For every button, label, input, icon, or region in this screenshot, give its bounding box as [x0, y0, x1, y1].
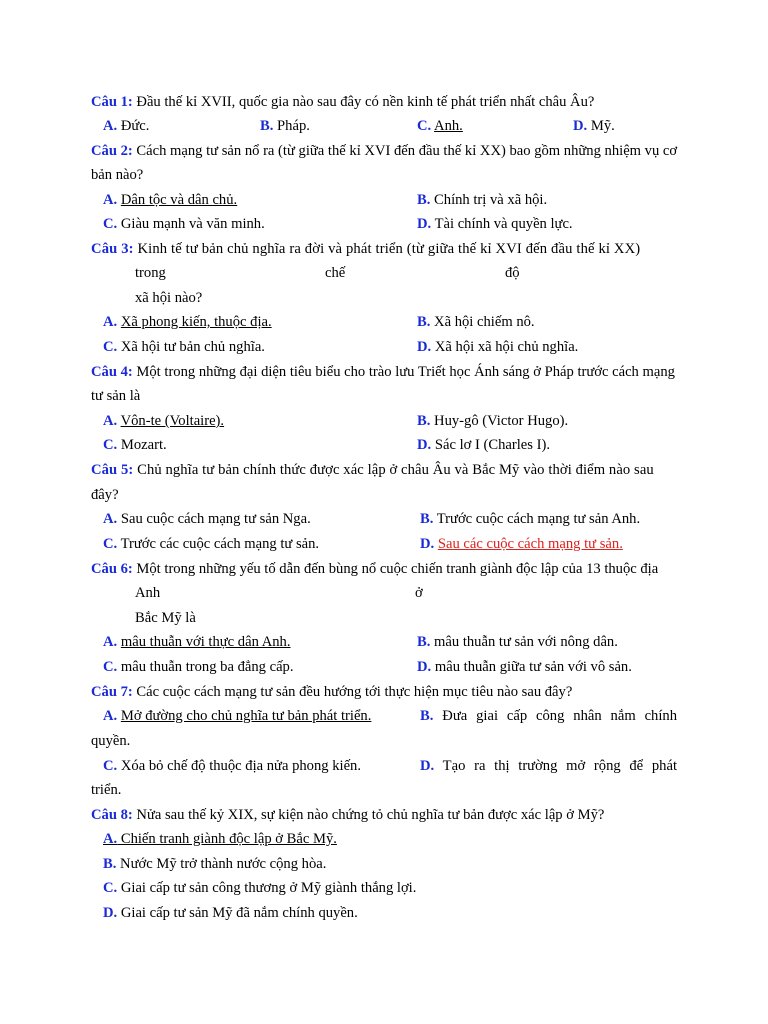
- option-d-answer[interactable]: D. Sau các cuộc cách mạng tư sản.: [420, 536, 623, 552]
- question-text: Chủ nghĩa tư bản chính thức được xác lập ở châu Âu và Bắc Mỹ vào thời điểm nào sau: [133, 462, 654, 478]
- option-b[interactable]: B. Đưa giai cấp công nhân nắm chính: [420, 708, 677, 724]
- option-c[interactable]: C. Xóa bỏ chế độ thuộc địa nửa phong kiến.: [103, 758, 361, 774]
- question-6: [91, 560, 677, 578]
- question-5: [91, 461, 677, 479]
- option-a-answer[interactable]: A. Dân tộc và dân chủ.: [103, 192, 238, 208]
- option-c-answer[interactable]: C. Anh.: [417, 118, 463, 134]
- question-text-cont: bản nào?: [91, 167, 144, 183]
- question-number: Câu 7:: [91, 684, 133, 700]
- question-1: [91, 93, 677, 111]
- question-text: Cách mạng tư sản nổ ra (từ giữa thế kỉ XVI đến đầu thế kỉ XX) bao gồm những nhiệm vụ cơ: [132, 143, 678, 159]
- option-b[interactable]: B. Trước cuộc cách mạng tư sản Anh.: [420, 511, 641, 527]
- question-number: Câu 2:: [91, 143, 133, 159]
- option-a-answer[interactable]: A. Vôn-te (Voltaire).: [103, 413, 225, 429]
- question-text-word: độ: [505, 265, 520, 281]
- question-text-cont: tư sản là: [91, 388, 141, 404]
- option-c[interactable]: C. Xã hội tư bản chủ nghĩa.: [103, 339, 265, 355]
- question-3: [91, 240, 677, 258]
- question-text: Một trong những yếu tố dẫn đến bùng nổ cuộc chiến tranh giành độc lập của 13 thuộc địa: [132, 561, 659, 577]
- option-c[interactable]: C. Giai cấp tư sản công thương ở Mỹ giành thắng lợi.: [103, 880, 417, 896]
- option-a-answer[interactable]: A. Mở đường cho chủ nghĩa tư bản phát triển.: [103, 708, 372, 724]
- option-c[interactable]: C. Mozart.: [103, 437, 167, 453]
- question-2: [91, 142, 677, 160]
- question-number: Câu 5:: [91, 462, 134, 478]
- option-d[interactable]: D. Xã hội xã hội chủ nghĩa.: [417, 339, 579, 355]
- option-b-cont: quyền.: [91, 733, 131, 749]
- option-b[interactable]: B. Pháp.: [260, 118, 310, 134]
- question-number: Câu 1:: [91, 94, 133, 110]
- option-b[interactable]: B. Nước Mỹ trở thành nước cộng hòa.: [103, 856, 327, 872]
- question-7: [91, 683, 677, 701]
- option-a[interactable]: A. Sau cuộc cách mạng tư sản Nga.: [103, 511, 311, 527]
- option-d[interactable]: D. Tài chính và quyền lực.: [417, 216, 573, 232]
- option-b[interactable]: B. Huy-gô (Victor Hugo).: [417, 413, 569, 429]
- option-c[interactable]: C. mâu thuẫn trong ba đẳng cấp.: [103, 659, 294, 675]
- option-b[interactable]: B. mâu thuẫn tư sản với nông dân.: [417, 634, 618, 650]
- question-text-word: chế: [325, 265, 346, 281]
- question-4: [91, 363, 677, 381]
- question-number: Câu 3:: [91, 241, 134, 257]
- option-b[interactable]: B. Xã hội chiếm nô.: [417, 314, 535, 330]
- question-text: Một trong những đại diện tiêu biểu cho trào lưu Triết học Ánh sáng ở Pháp trước cách mạng: [132, 364, 675, 380]
- question-text-cont: xã hội nào?: [135, 290, 203, 306]
- option-d[interactable]: D. mâu thuẫn giữa tư sản với vô sản.: [417, 659, 632, 675]
- question-8: [91, 806, 677, 824]
- question-text: Các cuộc cách mạng tư sản đều hướng tới thực hiện mục tiêu nào sau đây?: [132, 684, 573, 700]
- question-text-cont: Bắc Mỹ là: [135, 610, 196, 626]
- option-d[interactable]: D. Mỹ.: [573, 118, 615, 134]
- question-text-word: trong: [135, 265, 166, 281]
- option-c[interactable]: C. Trước các cuộc cách mạng tư sản.: [103, 536, 320, 552]
- option-a-answer[interactable]: A. mâu thuẫn với thực dân Anh.: [103, 634, 291, 650]
- question-number: Câu 8:: [91, 807, 133, 823]
- question-text-cont: đây?: [91, 487, 119, 503]
- option-d[interactable]: D. Sác lơ I (Charles I).: [417, 437, 550, 453]
- question-number: Câu 6:: [91, 561, 133, 577]
- question-number: Câu 4:: [91, 364, 133, 380]
- question-text: Kinh tế tư bản chủ nghĩa ra đời và phát triển (từ giữa thế kỉ XVI đến đầu thế kỉ XX): [133, 241, 641, 257]
- option-a-answer[interactable]: A. Xã phong kiến, thuộc địa.: [103, 314, 272, 330]
- option-a-answer[interactable]: A. Chiến tranh giành độc lập ở Bắc Mỹ.: [103, 831, 337, 847]
- option-d[interactable]: D. Tạo ra thị trường mở rộng để phát: [420, 758, 678, 774]
- question-text: Đầu thế kỉ XVII, quốc gia nào sau đây có nền kinh tế phát triển nhất châu Âu?: [132, 94, 595, 110]
- question-text-word: ở: [415, 585, 423, 601]
- option-c[interactable]: C. Giàu mạnh và văn minh.: [103, 216, 265, 232]
- question-text: Nửa sau thế kỷ XIX, sự kiện nào chứng tỏ chủ nghĩa tư bản được xác lập ở Mỹ?: [132, 807, 605, 823]
- option-a[interactable]: A. Đức.: [103, 118, 150, 134]
- option-d-cont: triển.: [91, 782, 122, 798]
- option-d[interactable]: D. Giai cấp tư sản Mỹ đã nắm chính quyền.: [103, 905, 358, 921]
- option-b[interactable]: B. Chính trị và xã hội.: [417, 192, 548, 208]
- question-text-word: Anh: [135, 585, 161, 601]
